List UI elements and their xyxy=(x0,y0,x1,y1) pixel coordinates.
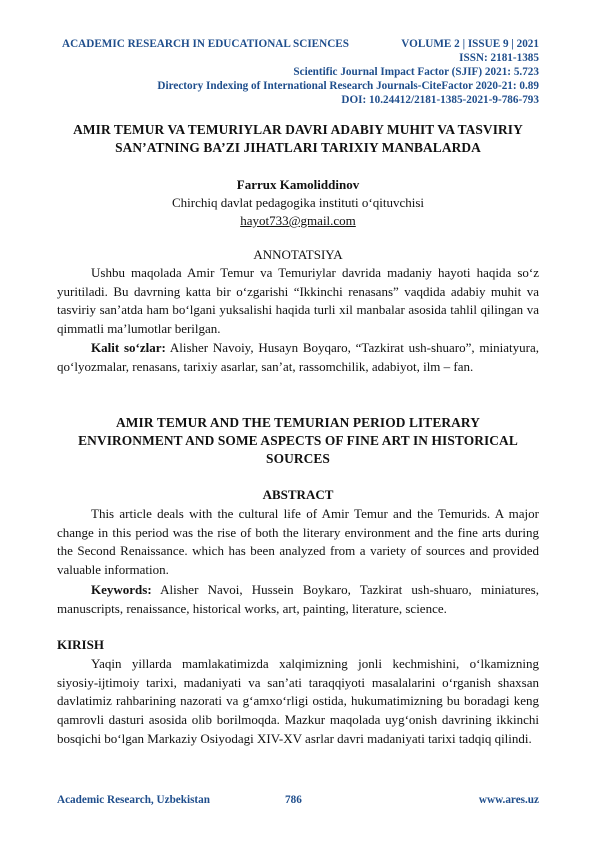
journal-name: ACADEMIC RESEARCH IN EDUCATIONAL SCIENCES xyxy=(62,38,349,50)
title-en-line-2: ENVIRONMENT AND SOME ASPECTS OF FINE ART IN HISTORICAL xyxy=(78,433,518,448)
footer-website[interactable]: www.ares.uz xyxy=(478,794,539,806)
annotation-heading: ANNOTATSIYA xyxy=(253,247,343,262)
abstract-heading: ABSTRACT xyxy=(262,487,334,502)
author-affiliation: Chirchiq davlat pedagogika instituti o‘qituvchisi xyxy=(171,195,424,210)
footer-journal: Academic Research, Uzbekistan xyxy=(57,794,210,806)
title-en-line-1: AMIR TEMUR AND THE TEMURIAN PERIOD LITERARY xyxy=(116,415,480,430)
author-name: Farrux Kamoliddinov xyxy=(236,177,360,192)
keywords-label-uz: Kalit so‘zlar: xyxy=(91,340,166,355)
doi: DOI: 10.24412/2181-1385-2021-9-786-793 xyxy=(341,94,539,106)
impact-factor: Scientific Journal Impact Factor (SJIF) 2021: 5.723 xyxy=(293,66,539,78)
keywords-uz: Alisher Navoiy, Husayn Boyqaro, “Tazkirat ush-shuaro”, miniatyura, qo‘lyozmalar, renasans, tarixiy asarlar, san’at, rassomchilik, adabiyot, ilm – fan. xyxy=(57,340,539,374)
title-uz-line-2: SAN’ATNING BA’ZI JIHATLARI TARIXIY MANBALARDA xyxy=(115,140,481,155)
author-email xyxy=(40,212,556,230)
annotation-keywords xyxy=(57,339,539,376)
abstract-text: This article deals with the cultural life of Amir Temur and the Temurids. A major change in this period was the rise of both the literary environment and the fine arts during the Second Renaissance. which has been analyzed from a variety of sources and provided valuable information. xyxy=(57,506,539,578)
email-link[interactable]: hayot733@gmail.com xyxy=(240,213,356,228)
title-uz xyxy=(40,121,556,157)
abstract-keywords xyxy=(57,581,539,618)
issn: ISSN: 2181-1385 xyxy=(459,52,539,64)
intro-heading: KIRISH xyxy=(57,637,104,652)
keywords-en: Alisher Navoi, Hussein Boykaro, Tazkirat ush-shuaro, miniatures, manuscripts, renaissance, historical works, art, painting, literature, science. xyxy=(57,582,539,616)
volume-issue: VOLUME 2 | ISSUE 9 | 2021 xyxy=(401,38,539,50)
page-number: 786 xyxy=(285,794,302,806)
intro-text: Yaqin yillarda mamlakatimizda xalqimizning jonli kechmishini, o‘lkamizning siyosiy-ijtimoiy tarixi, madaniyati va san’ati taraqqiyoti masalalarini o‘rganish shaxsan davlatimiz rahbarining nazorati va g‘amxo‘rligi ostida, hukumatimizning bu boradagi keng qamrovli dasturi asosida olib borilmoqda. Mazkur maqolada uyg‘onish davrining ikkinchi bosqichi bo‘lgan Markaziy Osiyodagi XIV-XV asrlar davri madaniyati tarixi tadqiq qilindi. xyxy=(57,656,539,746)
indexing: Directory Indexing of International Research Journals-CiteFactor 2020-21: 0.89 xyxy=(157,80,539,92)
title-en xyxy=(40,414,556,468)
annotation-text: Ushbu maqolada Amir Temur va Temuriylar davrida madaniy hayoti haqida so‘z yuritiladi. Bu davrning katta bir o‘zgarishi “Ikkinchi renasans” vaqdida adabiy muhit va tasviriy san’atda ham bo‘lgani yuksalishi haqida turli xil manbalar asosida tahlil qilingan va qimmatli ma’lumotlar berilgan. xyxy=(57,265,539,337)
title-uz-line-1: AMIR TEMUR VA TEMURIYLAR DAVRI ADABIY MUHIT VA TASVIRIY xyxy=(73,122,523,137)
keywords-label-en: Keywords: xyxy=(91,582,152,597)
title-en-line-3: SOURCES xyxy=(266,451,330,466)
